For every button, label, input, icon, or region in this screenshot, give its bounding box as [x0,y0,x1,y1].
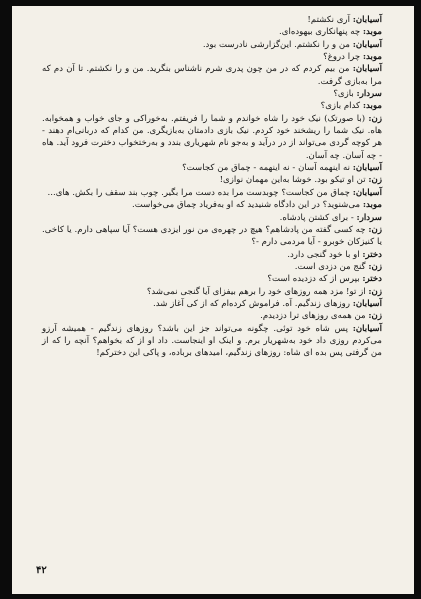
dialogue-line [42,199,382,211]
speaker-name: سردار: [356,212,382,223]
play-dialogue [42,14,382,360]
dialogue-text: چرا دروغ؟ [323,52,363,63]
book-page [12,6,414,594]
speaker-name: آسیابان: [352,298,382,309]
dialogue-text: چماق من کجاست؟ چوبدست مرا بده دست مرا بگیر. چوب بند سقف را بکش. های... [47,187,353,198]
dialogue-line [42,162,382,174]
speaker-name: موبد: [362,52,382,63]
dialogue-text: من و را نکشتم. این‌گزارشی نادرست بود. [202,39,353,50]
dialogue-text: کدام بازی؟ [320,101,363,112]
speaker-name: آسیابان: [352,64,382,75]
dialogue-text: گنج من دزدی است. [294,261,369,272]
dialogue-line [42,286,382,298]
speaker-name: زن: [368,175,382,186]
speaker-name: موبد: [362,27,382,38]
dialogue-text: چه کسی گفته من پادشاهم؟ هیچ در چهره‌ی من نور ایزدی هست؟ آیا سپاهی دارم. یا کاخی. یا کنیزکان خوبرو - آیا مردمی دارم -؟ [42,224,382,248]
dialogue-line [42,63,382,88]
dialogue-text: نه اینهمه آسان - نه اینهمه - چماق من کجاست؟ [182,163,353,174]
speaker-name: زن: [368,261,382,272]
dialogue-text: بازی؟ [333,89,357,100]
dialogue-line [42,310,382,322]
dialogue-text: او با خود گنجی دارد. [287,249,363,260]
dialogue-line [42,14,382,26]
dialogue-line [42,249,382,261]
dialogue-text: من همه‌ی روزهای ترا دزدیدم. [260,311,369,322]
page-number: ۴۲ [36,565,47,576]
speaker-name: موبد: [362,200,382,211]
dialogue-line [42,26,382,38]
speaker-name: آسیابان: [352,187,382,198]
dialogue-text: بپرس از که دزدیده است؟ [267,274,363,285]
dialogue-line [42,273,382,285]
dialogue-text: از تو! مزد همه روزهای خود را برهم بیفزای آیا گنجی نمی‌شد؟ [146,286,369,297]
dialogue-text: آری نکشتم! [307,15,353,25]
dialogue-line [42,39,382,51]
speaker-name: آسیابان: [352,323,382,334]
dialogue-line [42,88,382,100]
dialogue-text: تن او تیکو بود. خوشا به‌این مهمان نوازی! [219,175,369,186]
speaker-name: دختر: [362,249,382,260]
speaker-name: آسیابان: [352,163,382,174]
dialogue-line [42,174,382,186]
dialogue-text: - برای کشتن پادشاه. [279,212,357,223]
dialogue-line [42,224,382,249]
dialogue-line [42,298,382,310]
speaker-name: آسیابان: [352,39,382,50]
speaker-name: آسیابان: [352,15,382,25]
speaker-name: سردار: [356,89,382,100]
dialogue-line [42,113,382,162]
dialogue-line [42,100,382,112]
speaker-name: زن: [368,286,382,297]
speaker-name: دختر: [362,274,382,285]
dialogue-text: روزهای زندگیم. آه. فراموش کرده‌ام که از کی آغاز شد. [153,298,353,309]
dialogue-line [42,323,382,360]
dialogue-line [42,51,382,63]
dialogue-text: پس شاه خود توئی. چگونه می‌تواند جز این باشد؟ روزهای زندگیم - همیشه آرزو می‌کردم روزی داد خود به‌شهریار برم. و اینک او اینجاست. داد او از که بخواهم؟ آنچه را که از من گرفتی پس بده ای شاه: روزهای زندگیم، امیدهای برباده، و پاکی این دخترکم! [42,323,382,359]
speaker-name: موبد: [362,101,382,112]
dialogue-line [42,187,382,199]
dialogue-line [42,212,382,224]
speaker-name: زن: [368,311,382,322]
dialogue-text: من بیم کردم که در من چون پدری شرم ناشناس بنگرید. من و را نکشتم. تا آن دم که مرا به‌بازی گرفت. [42,64,382,87]
dialogue-text: (با صورتک) نیک خود را شاه خواندم و شما را فریفتم. به‌خوراکی و جای خواب و همخوابه. هاه. نیک شما را ریشخند خود کردم. نیک بازی دادمتان به‌بازیگری. من کدام که دربانی‌ام دهند - هر کوچه گردی می‌تواند از در درآید و به‌جو نام شهریاری بندد و به‌رختخواب دخترت فرود آید. هاه - چه آسان. چه آسان. [42,113,382,161]
dialogue-text: چه پنهانکاری بیهوده‌ای. [279,27,363,38]
speaker-name: زن: [368,224,382,235]
dialogue-text: می‌شنوید؟ در این دادگاه شنیدید که او به‌فریاد چماق می‌خواست. [131,200,363,211]
dialogue-line [42,261,382,273]
speaker-name: زن: [368,113,382,124]
